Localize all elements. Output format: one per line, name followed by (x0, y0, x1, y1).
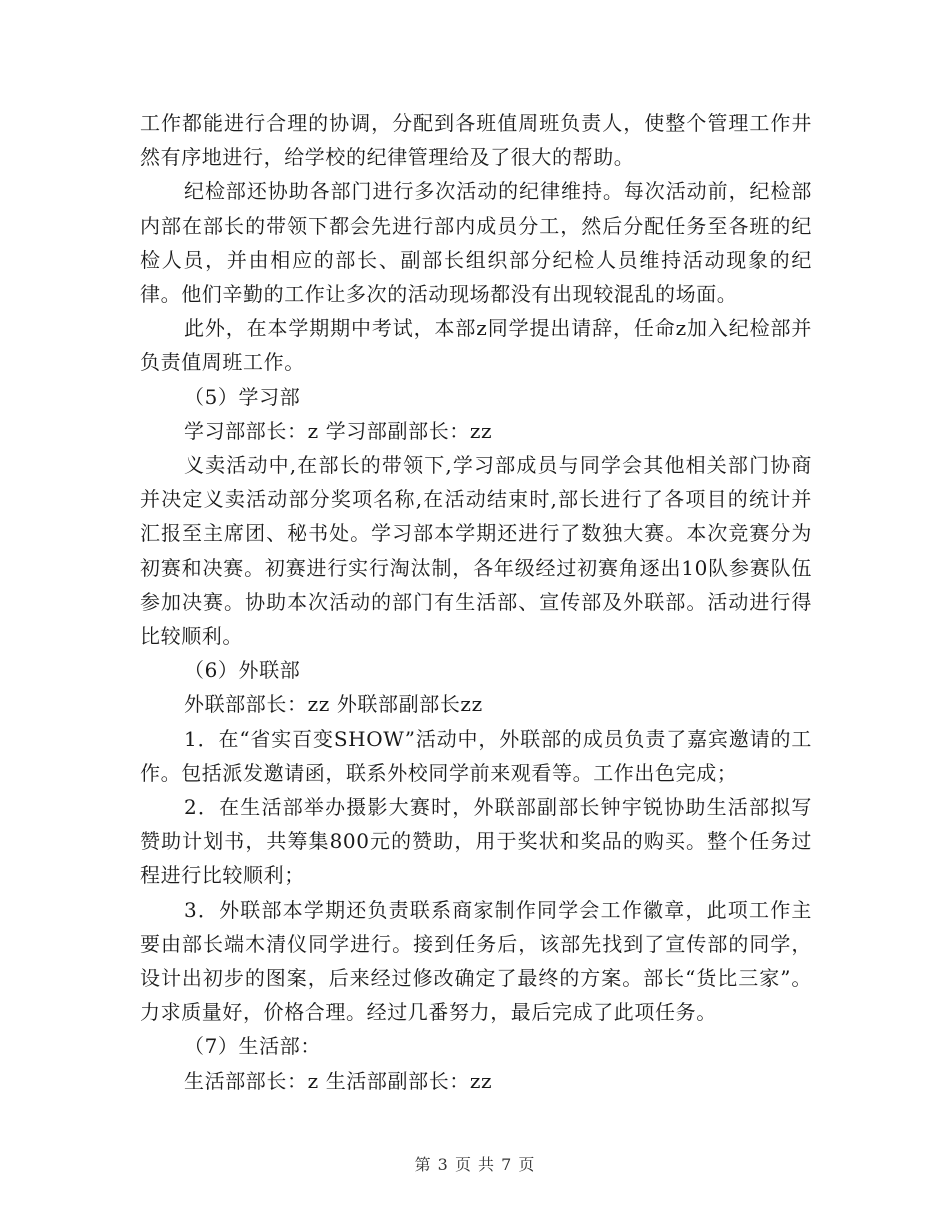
paragraph-study-dept-activities: 义卖活动中,在部长的带领下,学习部成员与同学会其他相关部门协商并决定义卖活动部分奖项名称,在活动结束时,部长进行了各项目的统计并汇报至主席团、秘书处。学习部本学期还进行了数独大赛。本次竞赛分为初赛和决赛。初赛进行实行淘汰制，各年级经过初赛角逐出10队参赛队伍参加决赛。协助本次活动的部门有生活部、宣传部及外联部。活动进行得比较顺利。 (140, 453, 812, 649)
study-dept-leaders: 学习部部长：z 学习部副部长：zz (184, 418, 493, 443)
life-dept-leaders: 生活部部长：z 生活部副部长：zz (184, 1068, 493, 1093)
paragraph-discipline-activities: 纪检部还协助各部门进行多次活动的纪律维持。每次活动前，纪检部内部在部长的带领下都会先进行部内成员分工，然后分配任务至各班的纪检人员，并由相应的部长、副部长组织部分纪检人员维持活动现象的纪律。他们辛勤的工作让多次的活动现场都没有出现较混乱的场面。 (140, 179, 812, 307)
liaison-item-2: 2．在生活部举办摄影大赛时，外联部副部长钟宇锐协助生活部拟写赞助计划书，共筹集800元的赞助，用于奖状和奖品的购买。整个任务过程进行比较顺利； (140, 795, 812, 888)
section-heading-study-dept: （5）学习部 (184, 384, 301, 409)
section-heading-life-dept: （7）生活部： (184, 1034, 321, 1059)
section-heading-liaison-dept: （6）外联部 (184, 658, 301, 683)
page-number-footer: 第 3 页 共 7 页 (414, 1155, 536, 1174)
paragraph-continuation: 工作都能进行合理的协调，分配到各班值周班负责人，使整个管理工作井然有序地进行，给学校的纪律管理给及了很大的帮助。 (140, 111, 812, 170)
document-body (140, 106, 812, 1098)
liaison-item-1: 1．在“省实百变SHOW”活动中，外联部的成员负责了嘉宾邀请的工作。包括派发邀请函，联系外校同学前来观看等。工作出色完成； (140, 726, 812, 785)
liaison-dept-leaders: 外联部部长：zz 外联部副部长zz (184, 692, 483, 717)
liaison-item-3: 3．外联部本学期还负责联系商家制作同学会工作徽章，此项工作主要由部长端木清仪同学进行。接到任务后，该部先找到了宣传部的同学，设计出初步的图案，后来经过修改确定了最终的方案。部长“货比三家”。力求质量好，价格合理。经过几番努力，最后完成了此项任务。 (140, 897, 812, 1025)
paragraph-discipline-resignation: 此外，在本学期期中考试，本部z同学提出请辞，任命z加入纪检部并负责值周班工作。 (140, 316, 812, 375)
